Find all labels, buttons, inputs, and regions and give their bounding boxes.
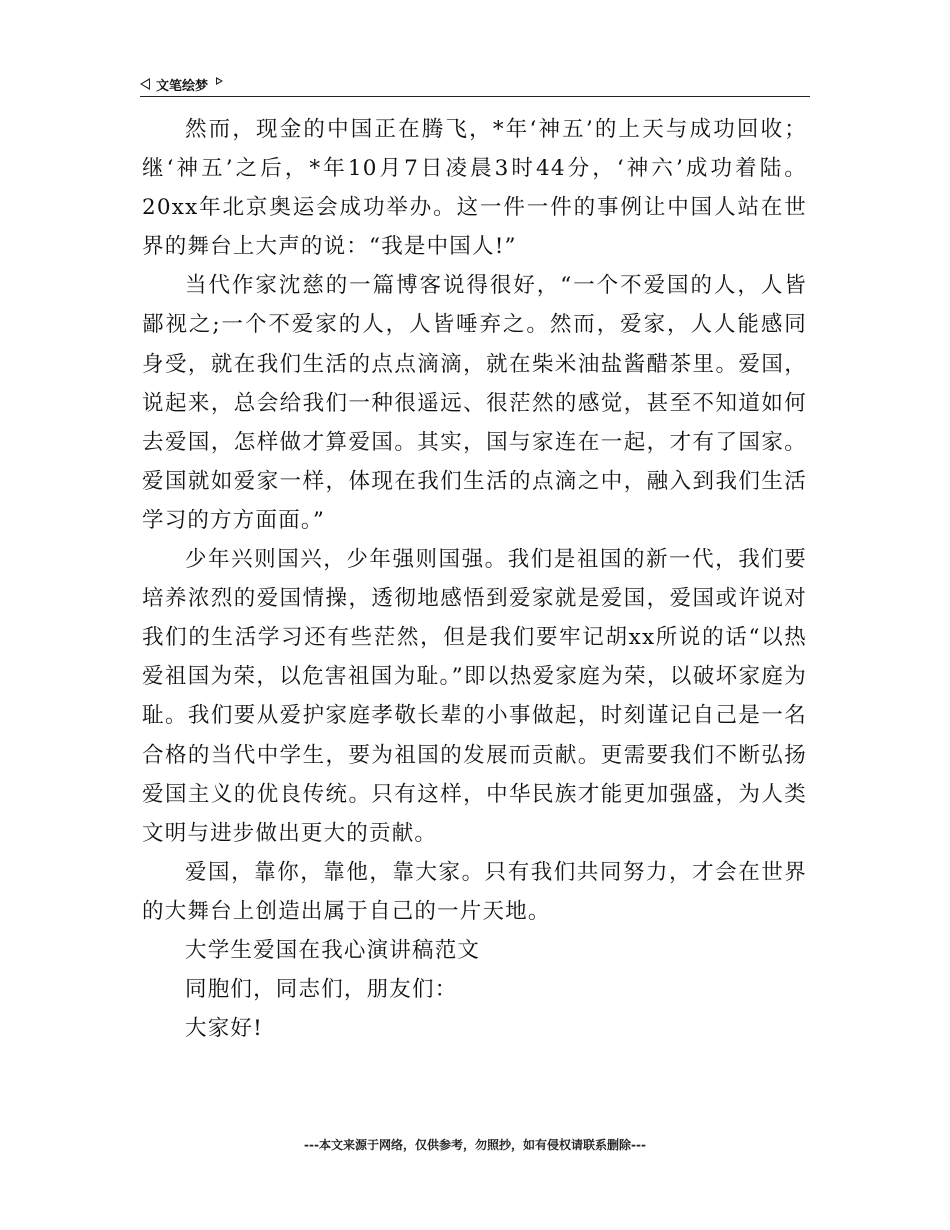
triangle-left-icon [140,78,150,90]
paragraph: 少年兴则国兴，少年强则国强。我们是祖国的新一代，我们要培养浓烈的爱国情操，透彻地感悟到爱家就是爱国，爱国或许说对我们的生活学习还有些茫然，但是我们要牢记胡xx所说的话“以热爱祖国为荣，以危害祖国为耻。”即以热爱家庭为荣，以破坏家庭为耻。我们要从爱护家庭孝敬长辈的小事做起，时刻谨记自己是一名合格的当代中学生，要为祖国的发展而贡献。更需要我们不断弘扬爱国主义的优良传统。只有这样，中华民族才能更加强盛，为人类文明与进步做出更大的贡献。 [142,547,807,846]
paragraph: 当代作家沈慈的一篇博客说得很好，“一个不爱国的人，人皆鄙视之;一个不爱家的人，人皆唾弃之。然而，爱家，人人能感同身受，就在我们生活的点点滴滴，就在柴米油盐酱醋茶里。爱国，说起来，总会给我们一种很遥远、很茫然的感觉，甚至不知道如何去爱国，怎样做才算爱国。其实，国与家连在一起，才有了国家。爱国就如爱家一样，体现在我们生活的点滴之中，融入到我们生活学习的方方面面。” [142,273,807,533]
header-title: 文笔绘梦 [156,78,209,94]
paragraph: 然而，现金的中国正在腾飞，*年‘神五’的上天与成功回收；继‘神五’之后，*年10月7日凌晨3时44分，‘神六’成功着陆。20xx年北京奥运会成功举办。这一件一件的事例让中国人站在世界的舞台上大声的说：“我是中国人!” [142,117,807,260]
greeting: 大家好! [185,1016,263,1042]
triangle-right-icon [216,77,223,85]
document-body [142,110,807,1048]
salutation: 同胞们，同志们，朋友们： [185,977,458,1003]
page-footer: ---本文来源于网络，仅供参考，勿照抄，如有侵权请联系删除--- [304,1138,646,1152]
page-header [140,72,810,97]
paragraph: 爱国，靠你，靠他，靠大家。只有我们共同努力，才会在世界的大舞台上创造出属于自己的一片天地。 [142,859,807,924]
section-title: 大学生爱国在我心演讲稿范文 [185,937,481,963]
